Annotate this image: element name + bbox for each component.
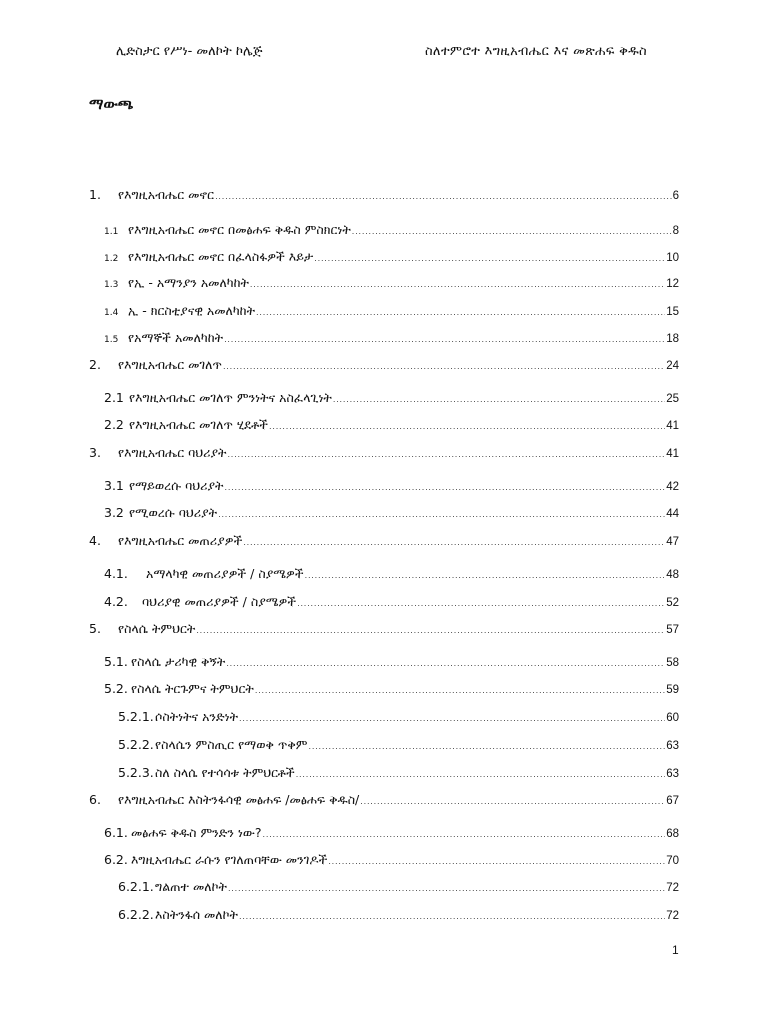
toc-entry[interactable] (118, 765, 679, 785)
toc-entry-title: የስላሴ ትርጉምና ትምህርት (131, 681, 254, 696)
toc-entry[interactable] (118, 879, 679, 899)
toc-entry-page: 44 (666, 508, 679, 520)
toc-leader-dots (223, 362, 665, 371)
toc-leader-dots (196, 626, 665, 635)
toc-entry-page: 24 (666, 360, 679, 372)
toc-entry-page: 70 (666, 855, 679, 867)
toc-entry-title: የእግዚአብሔር እስትንፋሳዊ መፅሐፍ /መፅሐፍ ቅዱስ/ (118, 792, 360, 807)
toc-entry[interactable] (104, 566, 679, 586)
header-document-title: ስለተምሮተ እግዚአብሔር እና መጽሐፍ ቅዱስ (425, 44, 647, 59)
toc-entry-page: 52 (666, 597, 679, 609)
toc-entry[interactable] (104, 249, 679, 269)
toc-entry-number: 6.2. (104, 852, 128, 867)
toc-entry[interactable] (118, 737, 679, 757)
toc-entry-number: 2. (89, 357, 101, 372)
toc-leader-dots (256, 308, 665, 317)
toc-entry-page: 18 (666, 333, 679, 345)
toc-entry-number: 1.2 (104, 254, 119, 264)
toc-leader-dots (239, 912, 665, 921)
toc-entry-number: 3. (89, 445, 101, 460)
toc-entry-page: 67 (666, 795, 679, 807)
toc-entry-number: 1. (89, 187, 101, 202)
toc-entry-title: የስላሴን ምስጢር የማወቅ ጥቅም (155, 737, 308, 752)
toc-leader-dots (224, 335, 665, 344)
toc-entry-title: የእግዚአብሔር መኖር (118, 187, 215, 202)
toc-entry[interactable] (89, 792, 679, 812)
toc-entry-number: 1.4 (104, 308, 119, 318)
toc-entry-number: 5.2.1. (118, 709, 154, 724)
toc-leader-dots (352, 227, 672, 236)
toc-entry-title: ኢ - ክርስቲያናዊ አመለካከት (128, 303, 256, 318)
toc-entry-page: 10 (666, 252, 679, 264)
toc-entry[interactable] (104, 681, 679, 701)
toc-entry-number: 6. (89, 792, 101, 807)
toc-entry-number: 3.2 (104, 505, 124, 520)
toc-leader-dots (314, 254, 665, 263)
toc-entry[interactable] (89, 533, 679, 553)
toc-entry[interactable] (104, 303, 679, 323)
toc-entry-title: የእግዚአብሔር ባህሪያት (118, 445, 227, 460)
toc-entry-title: ግልጠተ መለኮት (155, 879, 227, 894)
toc-entry-title: ስለ ስላሴ የተሳሳቱ ትምህርቶች (155, 765, 295, 780)
toc-entry-page: 58 (666, 657, 679, 669)
toc-entry-title: የእግዚአብሔር መገለጥ ምንነትና አስፈላጊነት (129, 390, 332, 405)
toc-entry-page: 15 (666, 306, 679, 318)
toc-entry-page: 72 (666, 882, 679, 894)
toc-leader-dots (269, 422, 665, 431)
toc-leader-dots (263, 830, 666, 839)
toc-entry-title: ሶስትነትና አንድነት (155, 709, 239, 724)
toc-entry-page: 12 (666, 278, 679, 290)
toc-entry-page: 72 (666, 910, 679, 922)
toc-entry-page: 63 (666, 740, 679, 752)
toc-leader-dots (297, 599, 665, 608)
toc-entry-title: የእግዚአብሔር መኖር በፈላስፋዎች እይታ (128, 249, 314, 264)
toc-entry-number: 4.2. (104, 594, 128, 609)
toc-entry-number: 5. (89, 621, 101, 636)
header-college-name: ሊድስታር የሥነ- መለኮት ኮሌጅ (116, 44, 263, 59)
toc-entry-number: 5.1. (104, 654, 128, 669)
toc-entry[interactable] (89, 187, 679, 207)
toc-entry-page: 59 (666, 684, 679, 696)
toc-entry-title: የአማኞች አመለካከት (128, 330, 224, 345)
toc-entry[interactable] (104, 222, 679, 242)
toc-leader-dots (296, 770, 665, 779)
toc-leader-dots (218, 510, 665, 519)
toc-entry[interactable] (89, 445, 679, 465)
toc-leader-dots (239, 714, 665, 723)
toc-entry-title: የስላሴ ትምህርት (118, 621, 196, 636)
toc-entry-page: 57 (666, 624, 679, 636)
toc-entry[interactable] (104, 478, 679, 498)
toc-leader-dots (225, 483, 666, 492)
toc-entry[interactable] (118, 907, 679, 927)
toc-entry-number: 6.2.1. (118, 879, 154, 894)
toc-entry-number: 4.1. (104, 566, 128, 581)
toc-leader-dots (360, 797, 665, 806)
toc-entry-page: 42 (666, 481, 679, 493)
toc-entry-title: የእግዚአብሔር መጠሪያዎች (118, 533, 243, 548)
toc-entry-number: 4. (89, 533, 101, 548)
toc-entry-page: 25 (666, 393, 679, 405)
toc-entry[interactable] (104, 390, 679, 410)
toc-entry-title: የእግዚአብሔር መገለጥ ሂደቶች (129, 417, 269, 432)
toc-entry-page: 60 (666, 712, 679, 724)
toc-entry-title: እስትንፋሰ መለኮት (155, 907, 238, 922)
toc-entry[interactable] (89, 621, 679, 641)
toc-entry-page: 41 (666, 448, 679, 460)
toc-entry-number: 6.1. (104, 825, 128, 840)
toc-entry-title: የእግዚአብሔር መገለጥ (118, 357, 222, 372)
toc-leader-dots (226, 659, 665, 668)
page-title: ማውጫ (89, 95, 134, 113)
toc-leader-dots (250, 280, 665, 289)
toc-entry-number: 3.1 (104, 478, 124, 493)
toc-entry-page: 63 (666, 768, 679, 780)
toc-entry[interactable] (104, 275, 679, 295)
toc-leader-dots (305, 571, 666, 580)
toc-entry-number: 2.2 (104, 417, 124, 432)
toc-entry-page: 41 (666, 420, 679, 432)
toc-entry-title: የማይወረሱ ባህሪያት (129, 478, 224, 493)
toc-entry-number: 5.2. (104, 681, 128, 696)
toc-entry-title: እግዚአብሔር ራሱን የገለጠባቸው መንገዶች (131, 852, 328, 867)
toc-entry-title: የስላሴ ታሪካዊ ቅኝት (131, 654, 226, 669)
toc-leader-dots (215, 192, 672, 201)
toc-entry-number: 2.1 (104, 390, 124, 405)
toc-leader-dots (328, 857, 665, 866)
toc-entry[interactable] (104, 594, 679, 614)
toc-entry[interactable] (104, 330, 679, 350)
toc-entry-number: 1.1 (104, 227, 119, 237)
toc-leader-dots (228, 884, 665, 893)
toc-entry-title: መፅሐፍ ቅዱስ ምንድን ነው? (131, 825, 262, 840)
toc-entry-number: 6.2.2. (118, 907, 154, 922)
toc-entry-title: የኢ - አማንያን አመለካከት (128, 275, 249, 290)
page-number: 1 (672, 943, 679, 957)
toc-entry-number: 5.2.3. (118, 765, 154, 780)
toc-entry[interactable] (89, 357, 679, 377)
toc-entry-page: 8 (672, 225, 679, 237)
toc-leader-dots (255, 686, 665, 695)
toc-entry-title: የእግዚአብሔር መኖር በመፅሐፍ ቅዱስ ምስክርነት (128, 222, 351, 237)
toc-entry[interactable] (104, 852, 679, 872)
toc-leader-dots (333, 395, 665, 404)
toc-entry[interactable] (104, 505, 679, 525)
toc-leader-dots (243, 538, 665, 547)
toc-entry-page: 48 (666, 569, 679, 581)
toc-entry-number: 1.5 (104, 335, 119, 345)
toc-entry-number: 5.2.2. (118, 737, 154, 752)
toc-leader-dots (227, 450, 665, 459)
toc-entry[interactable] (104, 825, 679, 845)
toc-entry-title: ባህሪያዊ መጠሪያዎች / ስያሜዎች (142, 594, 297, 609)
toc-entry[interactable] (104, 417, 679, 437)
toc-entry-page: 6 (672, 190, 679, 202)
toc-entry-number: 1.3 (104, 280, 119, 290)
toc-entry-page: 47 (666, 536, 679, 548)
toc-entry-page: 68 (666, 828, 679, 840)
toc-entry-title: የሚወረሱ ባህሪያት (129, 505, 218, 520)
toc-entry[interactable] (118, 709, 679, 729)
toc-entry-title: አማላካዊ መጠሪያዎች / ስያሜዎች (146, 566, 304, 581)
toc-leader-dots (308, 742, 665, 751)
toc-entry[interactable] (104, 654, 679, 674)
